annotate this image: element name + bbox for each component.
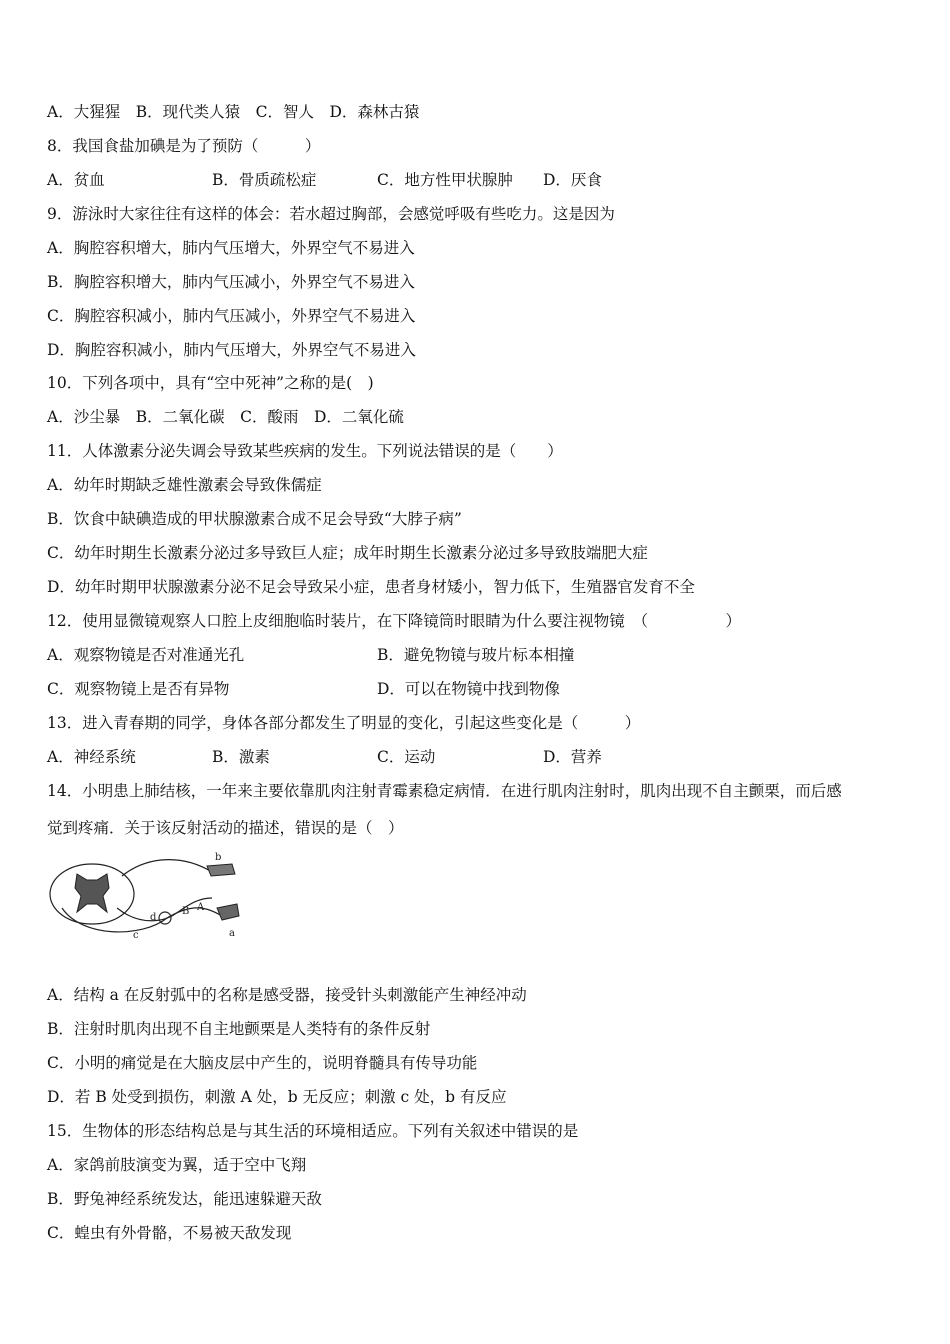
q13-stem: 13．进入青春期的同学，身体各部分都发生了明显的变化，引起这些变化是（ ） (47, 714, 641, 732)
q12-option-b: B．避免物镜与玻片标本相撞 (377, 646, 575, 664)
q12-option-a: A．观察物镜是否对准通光孔 (47, 646, 245, 664)
q12-stem: 12．使用显微镜观察人口腔上皮细胞临时装片，在下降镜筒时眼睛为什么要注视物镜 （ ） (47, 612, 741, 630)
label-a: a (229, 928, 235, 939)
label-b: b (215, 852, 222, 863)
q9-option-a: A．胸腔容积增大，肺内气压增大，外界空气不易进入 (47, 239, 415, 257)
q9-option-d: D．胸腔容积减小，肺内气压增大，外界空气不易进入 (47, 341, 416, 359)
afferent-nerve (122, 860, 212, 876)
q8-option-c: C．地方性甲状腺肿 (377, 171, 513, 189)
q15-option-a: A．家鸽前肢演变为翼，适于空中飞翔 (47, 1156, 307, 1174)
label-A: A (197, 902, 205, 913)
q12-option-d: D．可以在物镜中找到物像 (377, 680, 560, 698)
q9-option-c: C．胸腔容积减小，肺内气压减小，外界空气不易进入 (47, 307, 416, 325)
q10-stem: 10．下列各项中，具有“空中死神”之称的是( ) (47, 374, 374, 392)
q13-option-c: C．运动 (377, 748, 436, 766)
q8-option-d: D．厌食 (543, 171, 602, 189)
q14-option-b: B．注射时肌肉出现不自主地颤栗是人类特有的条件反射 (47, 1020, 431, 1038)
skin-receptor (207, 864, 235, 876)
q13-option-d: D．营养 (543, 748, 602, 766)
q15-option-c: C．蝗虫有外骨骼，不易被天敌发现 (47, 1224, 292, 1242)
label-d: d (150, 912, 157, 923)
q11-option-b: B．饮食中缺碘造成的甲状腺激素合成不足会导致“大脖子病” (47, 510, 462, 528)
q14-stem-line-1: 14．小明患上肺结核，一年来主要依靠肌肉注射青霉素稳定病情．在进行肌肉注射时，肌肉出现不自主颤栗，而后感 (47, 782, 842, 800)
q8-option-a: A．贫血 (47, 171, 105, 189)
q15-stem: 15．生物体的形态结构总是与其生活的环境相适应。下列有关叙述中错误的是 (47, 1122, 579, 1140)
q13-option-b: B．激素 (212, 748, 270, 766)
gray-matter (75, 874, 109, 912)
q14-option-c: C．小明的痛觉是在大脑皮层中产生的，说明脊髓具有传导功能 (47, 1054, 478, 1072)
q15-option-b: B．野兔神经系统发达，能迅速躲避天敌 (47, 1190, 322, 1208)
q14-stem-line-2: 觉到疼痛．关于该反射活动的描述，错误的是（ ） (47, 819, 404, 837)
q9-stem: 9．游泳时大家往往有这样的体会：若水超过胸部，会感觉呼吸有些吃力。这是因为 (47, 205, 615, 223)
q11-option-d: D．幼年时期甲状腺激素分泌不足会导致呆小症，患者身材矮小，智力低下，生殖器官发育不全 (47, 578, 695, 596)
q10-options: A．沙尘暴 B．二氧化碳 C．酸雨 D．二氧化硫 (47, 408, 404, 426)
label-B: B (182, 906, 190, 917)
reflex-arc-figure (47, 848, 247, 940)
label-c: c (133, 930, 139, 940)
q8-stem: 8．我国食盐加碘是为了预防（ ） (47, 137, 321, 155)
q7-options: A．大猩猩 B．现代类人猿 C．智人 D．森林古猿 (47, 103, 420, 121)
q11-option-a: A．幼年时期缺乏雄性激素会导致侏儒症 (47, 476, 322, 494)
q14-option-d: D．若 B 处受到损伤，刺激 A 处，b 无反应；刺激 c 处，b 有反应 (47, 1088, 507, 1106)
q13-option-a: A．神经系统 (47, 748, 136, 766)
q14-option-a: A．结构 a 在反射弧中的名称是感受器，接受针头刺激能产生神经冲动 (47, 986, 527, 1004)
q9-option-b: B．胸腔容积增大，肺内气压减小，外界空气不易进入 (47, 273, 415, 291)
q11-option-c: C．幼年时期生长激素分泌过多导致巨人症；成年时期生长激素分泌过多导致肢端肥大症 (47, 544, 648, 562)
q12-option-c: C．观察物镜上是否有异物 (47, 680, 230, 698)
q8-option-b: B．骨质疏松症 (212, 171, 317, 189)
muscle-effector (217, 904, 239, 920)
q11-stem: 11．人体激素分泌失调会导致某些疾病的发生。下列说法错误的是（ ） (47, 442, 563, 460)
